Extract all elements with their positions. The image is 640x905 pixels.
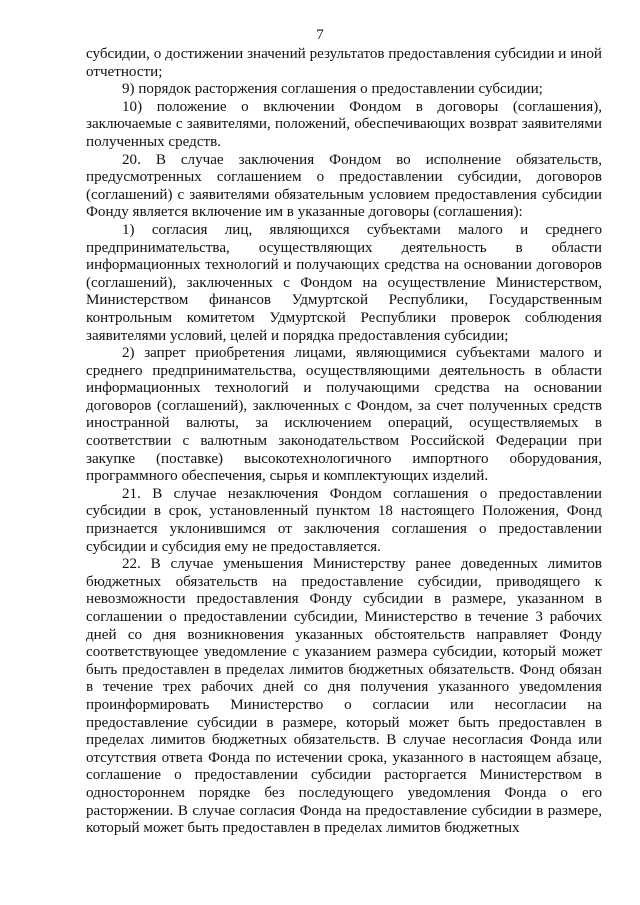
paragraph-section-22: 22. В случае уменьшения Министерству ранее доведенных лимитов бюджетных обязательств на предоставление субсидии, приводящего к невозможности предоставления Фонду субсидии в размере, указанном в соглашении о предоставлении субсидии, Министерство в течение 3 рабочих дней со дня возникновения указанных обстоятельств направляет Фонду соответствующее уведомление с указанием размера субсидии, который может быть предоставлен в пределах лимитов бюджетных обязательств. Фонд обязан в течение трех рабочих дней со дня получения указанного уведомления проинформировать Министерство о согласии или несогласии на предоставление субсидии в размере, который может быть предоставлен в пределах лимитов бюджетных обязательств. В случае несогласия Фонда или отсутствия ответа Фонда по истечении срока, указанного в настоящем абзаце, соглашение о предоставлении субсидии расторгается Министерством в одностороннем порядке без последующего уведомления Фонда о его расторжении. В случае согласия Фонда на предоставление субсидии в размере, который может быть предоставлен в пределах лимитов бюджетных	[86, 556, 602, 837]
document-body	[86, 46, 602, 838]
paragraph-item-10: 10) положение о включении Фондом в договоры (соглашения), заключаемые с заявителями, положений, обеспечивающих возврат заявителями полученных средств.	[86, 98, 602, 150]
paragraph-subitem-2: 2) запрет приобретения лицами, являющимися субъектами малого и среднего предпринимательства, осуществляющими деятельность в области информационных технологий и получающими средства на основании договоров (соглашений), заключенных с Фондом, за счет полученных средств иностранной валюты, за исключением операций, осуществляемых в соответствии с валютным законодательством Российской Федерации при закупке (поставке) высокотехнологичного импортного оборудования, программного обеспечения, сырья и комплектующих изделий.	[86, 345, 602, 485]
paragraph-section-21: 21. В случае незаключения Фондом соглашения о предоставлении субсидии в срок, установленный пунктом 18 настоящего Положения, Фонд признается уклонившимся от заключения соглашения о предоставлении субсидии и субсидия ему не предоставляется.	[86, 485, 602, 555]
paragraph-subitem-1: 1) согласия лиц, являющихся субъектами малого и среднего предпринимательства, осуществляющих деятельность в области информационных технологий и получающих средства на основании договоров (соглашений), заключенных с Фондом на осуществление Министерством, Министерством финансов Удмуртской Республики, Государственным контрольным комитетом Удмуртской Республики проверок соблюдения заявителями условий, целей и порядка предоставления субсидии;	[86, 221, 602, 344]
paragraph-item-9: 9) порядок расторжения соглашения о предоставлении субсидии;	[122, 81, 543, 98]
page-number: 7	[316, 27, 324, 43]
paragraph-section-20: 20. В случае заключения Фондом во исполнение обязательств, предусмотренных соглашением о предоставлении субсидии, договоров (соглашений) с заявителями обязательным условием предоставления субсидии Фонду является включение им в указанные договоры (соглашения):	[86, 151, 602, 221]
paragraph-continuation: субсидии, о достижении значений результатов предоставления субсидии и иной отчетности;	[86, 46, 602, 80]
